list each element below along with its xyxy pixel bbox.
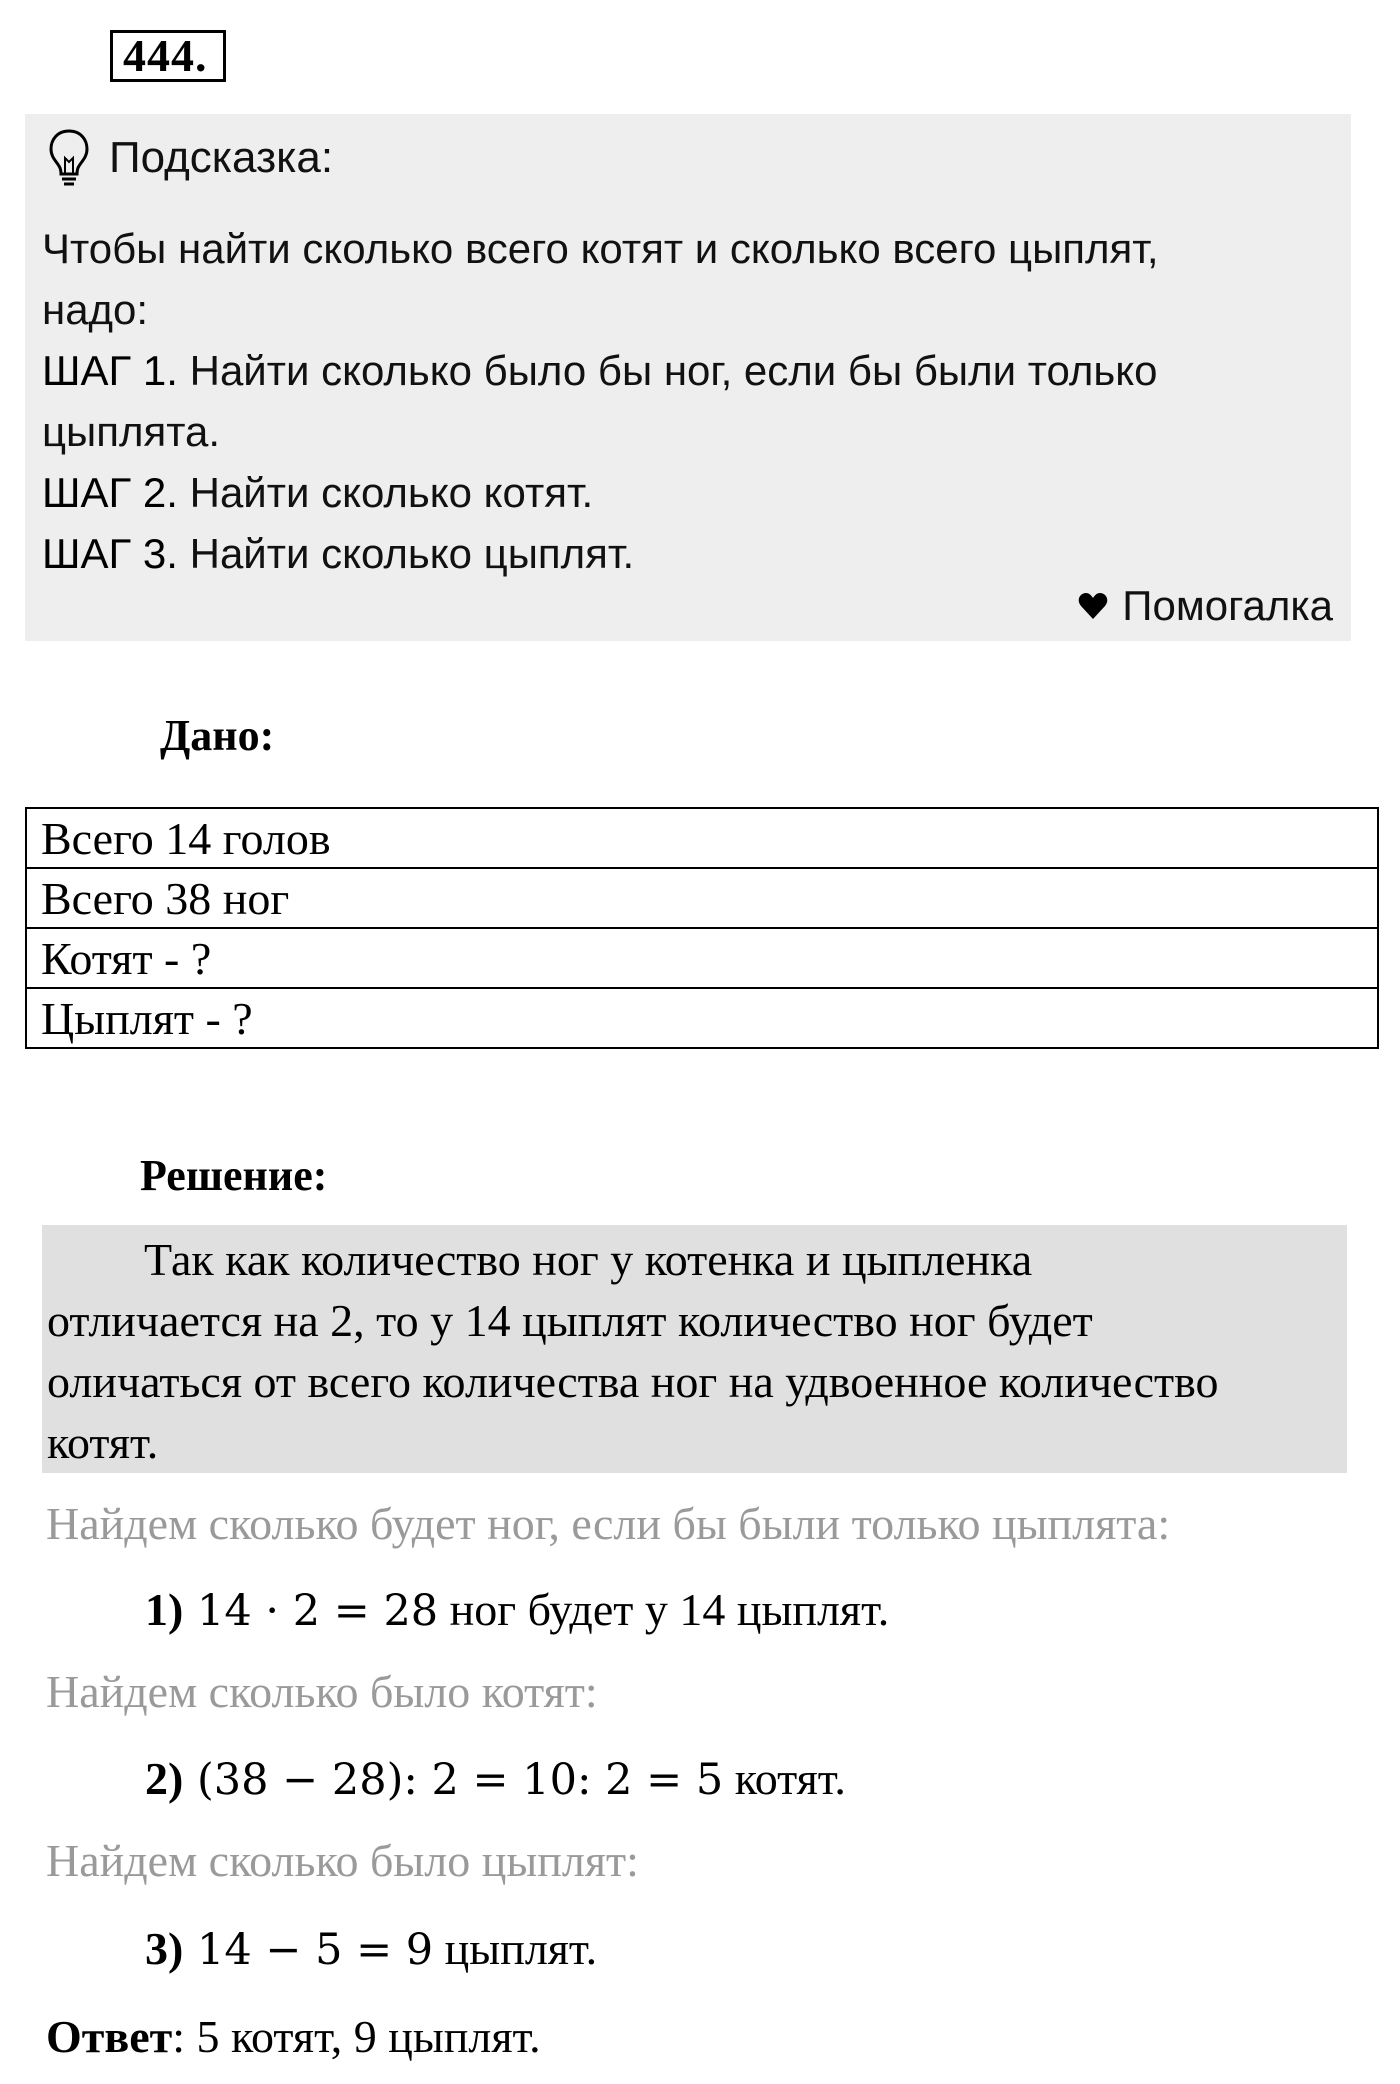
- table-cell: Цыплят - ?: [26, 988, 1378, 1048]
- step-label: ШАГ 2.: [42, 469, 178, 516]
- solution-explanation: [47, 1229, 1347, 1473]
- table-row: [26, 808, 1378, 868]
- given-heading: Дано:: [160, 711, 275, 760]
- step-text: Найти сколько котят.: [177, 469, 594, 516]
- answer-text: : 5 котят, 9 цыплят.: [172, 2011, 541, 2062]
- brand-name: Помогалка: [1122, 582, 1333, 629]
- math-expression: 14 − 5 = 9: [183, 1925, 434, 1975]
- given-table: [25, 807, 1379, 1049]
- table-cell: Всего 38 ног: [26, 868, 1378, 928]
- hint-step-1: [42, 340, 1332, 401]
- lightbulb-icon: [47, 128, 91, 188]
- table-row: [26, 928, 1378, 988]
- step-prompt: Найдем сколько было котят:: [46, 1666, 598, 1717]
- hint-intro-line: Чтобы найти сколько всего котят и сколько всего цыплят,: [42, 225, 1159, 272]
- problem-number: 444.: [110, 30, 226, 82]
- step-result: котят.: [723, 1753, 846, 1804]
- table-cell: Котят - ?: [26, 928, 1378, 988]
- calc-step-2: [145, 1752, 846, 1805]
- hint-intro-line: надо:: [42, 286, 149, 333]
- step-prompt: Найдем сколько будет ног, если бы были только цыплята:: [46, 1498, 1171, 1549]
- hint-step-2: [42, 462, 1332, 523]
- math-expression: 14 · 2 = 28: [183, 1586, 439, 1636]
- calc-step-1: [145, 1583, 889, 1636]
- calc-step-3: [145, 1922, 597, 1975]
- step-text: Найти сколько цыплят.: [177, 530, 635, 577]
- table-row: [26, 988, 1378, 1048]
- step-result: цыплят.: [433, 1923, 598, 1974]
- table-cell: Всего 14 голов: [26, 808, 1378, 868]
- step-text: Найти сколько было бы ног, если бы были только: [177, 347, 1158, 394]
- step-label: ШАГ 1.: [42, 347, 178, 394]
- hint-box: [25, 114, 1351, 641]
- hint-step-1-continuation: цыплята.: [42, 408, 221, 455]
- brand-signature: [1078, 582, 1333, 630]
- explanation-line: Так как количество ног у котенка и цыпленка: [144, 1234, 1033, 1285]
- step-number: 1): [145, 1584, 184, 1635]
- math-expression: (38 − 28): 2 = 10: 2 = 5: [183, 1755, 724, 1805]
- step-number: 3): [145, 1923, 184, 1974]
- hint-text: [42, 218, 1332, 584]
- step-result: ног будет у 14 цыплят.: [438, 1584, 890, 1635]
- step-number: 2): [145, 1753, 184, 1804]
- hint-title: Подсказка:: [109, 133, 334, 182]
- hint-step-3: [42, 523, 1332, 584]
- step-label: ШАГ 3.: [42, 530, 178, 577]
- step-prompt: Найдем сколько было цыплят:: [46, 1835, 639, 1886]
- explanation-line: оличаться от всего количества ног на удвоенное количество: [47, 1356, 1219, 1407]
- table-row: [26, 868, 1378, 928]
- explanation-line: котят.: [47, 1417, 159, 1468]
- answer-label: Ответ: [46, 2011, 173, 2062]
- solution-heading: Решение:: [140, 1151, 328, 1200]
- answer-line: [46, 2010, 541, 2063]
- heart-icon: [1078, 592, 1108, 620]
- explanation-line: отличается на 2, то у 14 цыплят количество ног будет: [47, 1295, 1093, 1346]
- hint-header: [47, 128, 333, 188]
